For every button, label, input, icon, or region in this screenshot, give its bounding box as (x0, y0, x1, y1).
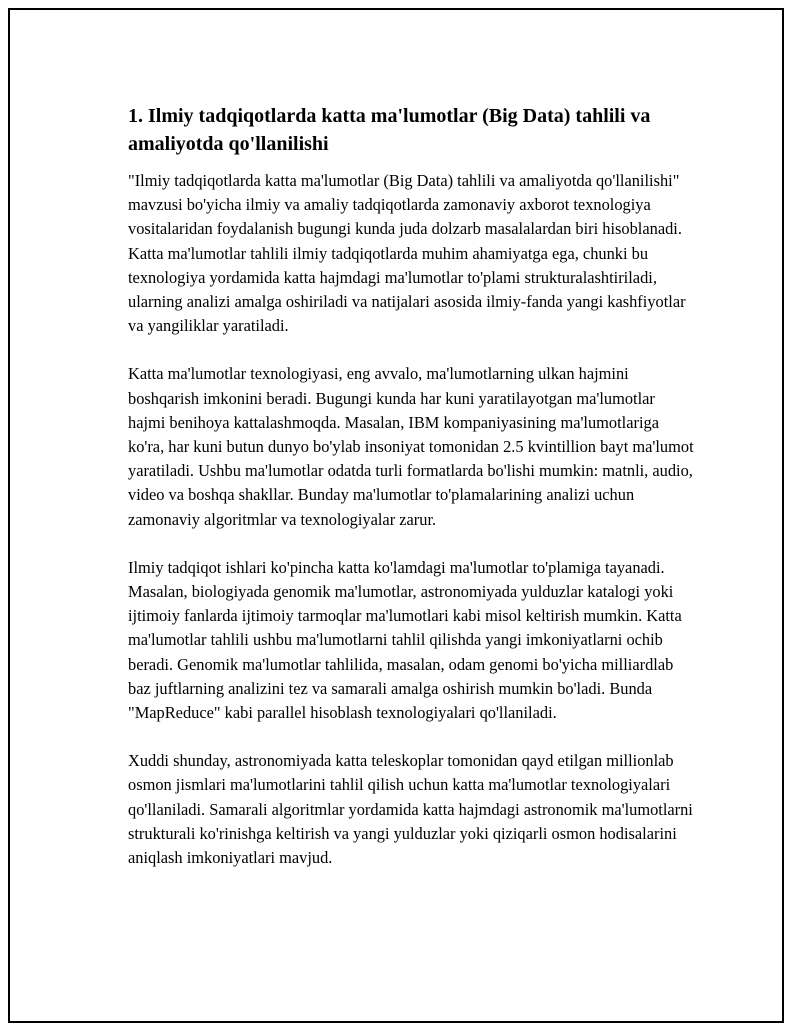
paragraph-2: Katta ma'lumotlar texnologiyasi, eng avvalo, ma'lumotlarning ulkan hajmini boshqarish imkonini beradi. Bugungi kunda har kuni yaratilayotgan ma'lumotlar hajmi benihoya kattalashmoqda. Masalan, IBM kompaniyasining ma'lumotlariga ko'ra, har kuni butun dunyo bo'ylab insoniyat tomonidan 2.5 kvintillion bayt ma'lumot yaratiladi. Ushbu ma'lumotlar odatda turli formatlarda bo'lishi mumkin: matnli, audio, video va boshqa shakllar. Bunday ma'lumotlar to'plamalarining analizi uchun zamonaviy algoritmlar va texnologiyalar zarur. (128, 364, 694, 529)
document-body (128, 102, 696, 894)
paragraph-4: Xuddi shunday, astronomiyada katta teleskoplar tomonidan qayd etilgan millionlab osmon jismlari ma'lumotlarini tahlil qilish uchun katta ma'lumotlar texnologiyalari qo'llaniladi. Samarali algoritmlar yordamida katta hajmdagi astronomik ma'lumotlarni strukturali ko'rinishga keltirish va yangi yulduzlar yoki qiziqarli osmon hodisalarini aniqlash imkoniyatlari mavjud. (128, 751, 693, 868)
page-frame (8, 8, 784, 1023)
paragraph-1: "Ilmiy tadqiqotlarda katta ma'lumotlar (Big Data) tahlili va amaliyotda qo'llanilishi" mavzusi bo'yicha ilmiy va amaliy tadqiqotlarda zamonaviy axborot texnologiya vositalaridan foydalanish bugungi kunda juda dolzarb masalalardan biri hisoblanadi. Katta ma'lumotlar tahlili ilmiy tadqiqotlarda muhim ahamiyatga ega, chunki bu texnologiya yordamida katta hajmdagi ma'lumotlar to'plami strukturalashtiriladi, ularning analizi amalga oshiriladi va natijalari asosida ilmiy-fanda yangi kashfiyotlar va yangiliklar yaratiladi. (128, 171, 686, 336)
section-heading: 1. Ilmiy tadqiqotlarda katta ma'lumotlar (Big Data) tahlili va amaliyotda qo'llanilishi (128, 105, 651, 155)
paragraph-3: Ilmiy tadqiqot ishlari ko'pincha katta ko'lamdagi ma'lumotlar to'plamiga tayanadi. Masalan, biologiyada genomik ma'lumotlar, astronomiyada yulduzlar katalogi yoki ijtimoiy fanlarda ijtimoiy tarmoqlar ma'lumotlari kabi misol keltirish mumkin. Katta ma'lumotlar tahlili ushbu ma'lumotlarni tahlil qilishda yangi imkoniyatlarni ochib beradi. Genomik ma'lumotlar tahlilida, masalan, odam genomi bo'yicha milliardlab baz juftlarning analizini tez va samarali amalga oshirish mumkin bo'ladi. Bunda "MapReduce" kabi parallel hisoblash texnologiyalari qo'llaniladi. (128, 557, 682, 723)
